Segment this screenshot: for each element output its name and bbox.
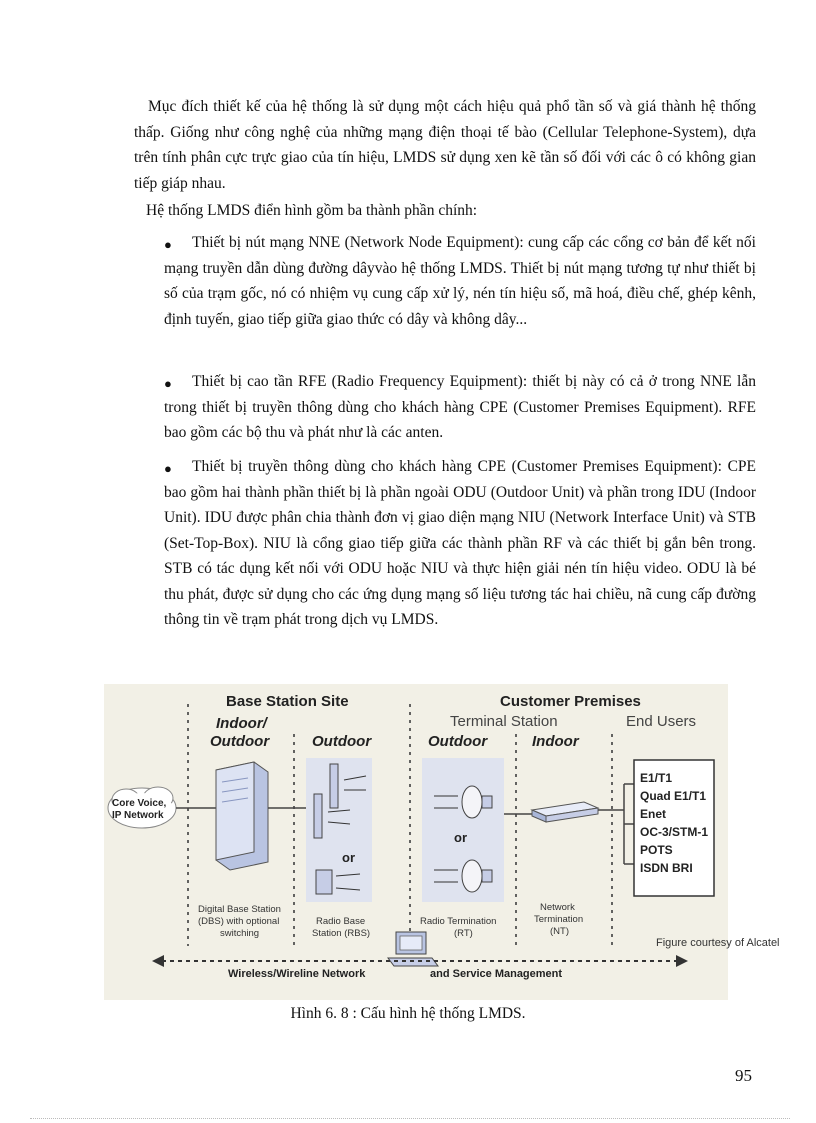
dbs-caption-3: switching bbox=[220, 928, 260, 939]
arrow-right-icon bbox=[676, 955, 688, 967]
service-label: ISDN BRI bbox=[640, 861, 693, 875]
base-station-site-label: Base Station Site bbox=[226, 693, 349, 710]
core-network-label-1: Core Voice, bbox=[112, 798, 167, 809]
dbs-caption-2: (DBS) with optional bbox=[198, 916, 280, 927]
paragraph-intro: Mục đích thiết kế của hệ thống là sử dụng một cách hiệu quả phổ tần số và giá thành hệ thống thấp. Giống như công nghệ của những mạng điện thoại tế bào (Cellular Telephone-System), dựa trên tính phân cực trực giao của tín hiệu, LMDS sử dụng xen kẽ tần số đối với các ô có không gian tiếp giáp nhau. bbox=[134, 98, 756, 192]
outdoor-bs-label: Outdoor bbox=[312, 733, 372, 750]
service-label: OC-3/STM-1 bbox=[640, 825, 709, 839]
bullet-text: Thiết bị truyền thông dùng cho khách hàng CPE (Customer Premises Equipment): CPE bao gồm hai thành phần thiết bị là phần ngoài ODU (Outdoor Unit) và phần trong IDU (Indoor Unit). IDU được phân chia thành đơn vị giao diện mạng NIU (Network Interface Unit) và STB (Set-Top-Box). NIU là cổng giao tiếp giữa các thành phần RF và các thiết bị gắn bên trong. STB có tác dụng kết nối với ODU hoặc NIU và thực hiện giải nén tín hiệu video. ODU là bé thu phát, được sử dụng cho các ứng dụng mạng số liệu tương tác hai chiều, nã cung cấp đường thông tin về trạm phát trong dịch vụ LMDS. bbox=[164, 458, 756, 628]
indoor-ts-label: Indoor bbox=[532, 733, 579, 750]
nt-caption-2: Termination bbox=[534, 914, 584, 925]
end-users-label: End Users bbox=[626, 713, 697, 730]
nt-caption-1: Network bbox=[540, 902, 575, 913]
figure-caption: Hình 6. 8 : Cấu hình hệ thống LMDS. bbox=[290, 1005, 526, 1022]
footer-divider bbox=[30, 1118, 790, 1119]
or-label-ts: or bbox=[454, 830, 467, 845]
arrow-left-icon bbox=[152, 955, 164, 967]
bullet-text: Thiết bị nút mạng NNE (Network Node Equipment): cung cấp các cổng cơ bản để kết nối mạng truyền dẫn dùng đường dâyvào hệ thống LMDS. Thiết bị nút mạng tương tự như thiết bị số của trạm gốc, nó có nhiệm vụ cung cấp xử lý, nén tín hiệu số, mã hoá, điều chế, ghép kênh, định tuyến, giao tiếp giữa giao thức có dây và không dây... bbox=[164, 234, 756, 328]
bullet-text: Thiết bị cao tần RFE (Radio Frequency Equipment): thiết bị này có cả ở trong NNE lẫn trong thiết bị truyền thông dùng cho khách hàng CPE (Customer Premises Equipment). RFE bao gồm các bộ thu và phát như là các anten. bbox=[164, 373, 756, 441]
mgmt-label-2: and Service Management bbox=[430, 968, 563, 980]
bullet-icon: ● bbox=[164, 376, 172, 391]
service-label: E1/T1 bbox=[640, 771, 673, 785]
nt-caption-3: (NT) bbox=[550, 926, 569, 937]
bullet-item-cpe bbox=[164, 454, 756, 633]
indoor-outdoor-label-1: Indoor/ bbox=[216, 715, 267, 732]
lmds-diagram-figure bbox=[104, 684, 780, 1000]
rt-caption-2: (RT) bbox=[454, 928, 473, 939]
service-label: Quad E1/T1 bbox=[640, 789, 707, 803]
service-label: Enet bbox=[640, 807, 667, 821]
terminal-station-label: Terminal Station bbox=[450, 713, 558, 730]
paragraph-components-heading: Hệ thống LMDS điển hình gồm ba thành phần chính: bbox=[146, 202, 478, 219]
network-termination-icon bbox=[532, 802, 598, 822]
core-network-label-2: IP Network bbox=[112, 810, 164, 821]
bullet-item-rfe bbox=[164, 369, 756, 446]
indoor-outdoor-label-2: Outdoor bbox=[210, 733, 270, 750]
mgmt-label-1: Wireless/Wireline Network bbox=[228, 968, 366, 980]
figure-credit: Figure courtesy of Alcatel bbox=[656, 937, 780, 949]
customer-premises-label: Customer Premises bbox=[500, 693, 641, 710]
dbs-caption-1: Digital Base Station bbox=[198, 904, 281, 915]
lmds-diagram bbox=[104, 684, 780, 1000]
rt-caption-1: Radio Termination bbox=[420, 916, 497, 927]
rbs-caption-1: Radio Base bbox=[316, 916, 366, 927]
bullet-item-nne bbox=[164, 230, 756, 332]
digital-base-station-icon bbox=[216, 762, 268, 870]
outdoor-ts-label: Outdoor bbox=[428, 733, 488, 750]
page-number: 95 bbox=[735, 1066, 752, 1085]
service-label: POTS bbox=[640, 843, 673, 857]
bullet-icon: ● bbox=[164, 461, 172, 476]
bullet-icon: ● bbox=[164, 237, 172, 252]
or-label-bs: or bbox=[342, 850, 355, 865]
rbs-caption-2: Station (RBS) bbox=[312, 928, 371, 939]
